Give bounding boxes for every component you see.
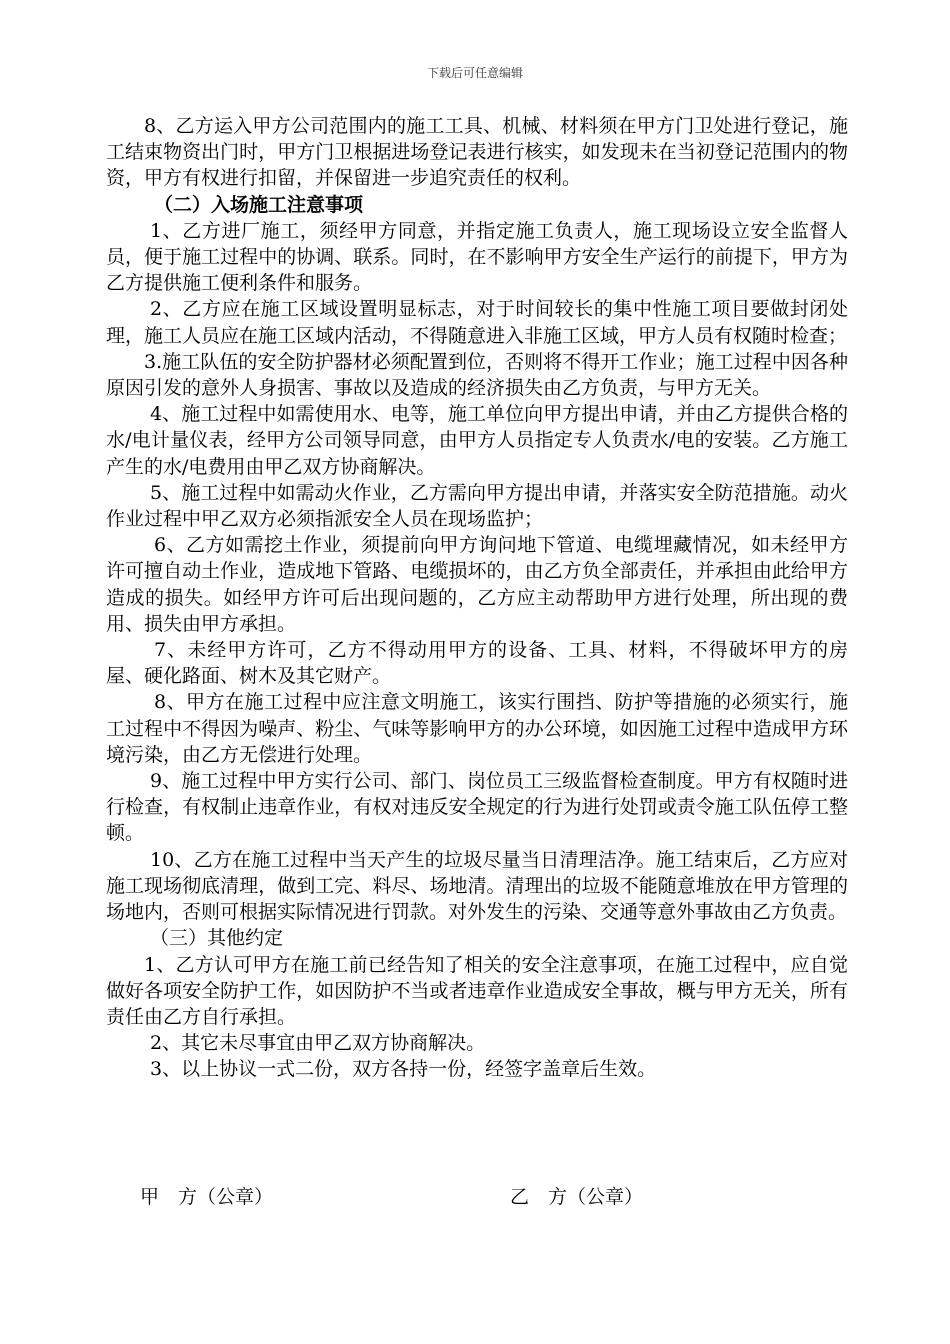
party-b-seal-label: 乙 方（公章） xyxy=(510,1186,644,1208)
party-a-seal-label: 甲 方（公章） xyxy=(140,1186,274,1208)
other-clause-1: 1、乙方认可甲方在施工前已经告知了相关的安全注意事项，在施工过程中，应自觉做好各项安全防护工作，如因防护不当或者违章作业造成安全事故，概与甲方无关，所有责任由乙方自行承担。 xyxy=(106,953,848,1028)
section-heading-entry-notes: （二）入场施工注意事项 xyxy=(154,193,364,216)
entry-clause-2: 2、乙方应在施工区域设置明显标志，对于时间较长的集中性施工项目要做封闭处理，施工人员应在施工区域内活动，不得随意进入非施工区域，甲方人员有权随时检查； xyxy=(106,298,848,347)
page-header: 下载后可任意编辑 xyxy=(426,66,523,80)
entry-clause-3: 3.施工队伍的安全防护器材必须配置到位，否则将不得开工作业；施工过程中因各种原因引发的意外人身损害、事故以及造成的经济损失由乙方负责，与甲方无关。 xyxy=(106,350,848,400)
document-body xyxy=(106,113,848,1083)
other-clause-2: 2、其它未尽事宜由甲乙双方协商解决。 xyxy=(150,1032,486,1055)
entry-clause-10: 10、乙方在施工过程中当天产生的垃圾尽量当日清理洁净。施工结束后，乙方应对施工现场彻底清理，做到工完、料尽、场地清。清理出的垃圾不能随意堆放在甲方管理的场地内，否则可根据实际情况进行罚款。对外发生的污染、交通等意外事故由乙方负责。 xyxy=(106,848,848,924)
clause-8-registration: 8、乙方运入甲方公司范围内的施工工具、机械、材料须在甲方门卫处进行登记，施工结束物资出门时，甲方门卫根据进场登记表进行核实，如发现未在当初登记范围内的物资，甲方有权进行扣留，并保留进一步追究责任的权利。 xyxy=(106,115,848,190)
entry-clause-9: 9、施工过程中甲方实行公司、部门、岗位员工三级监督检查制度。甲方有权随时进行检查，有权制止违章作业，有权对违反安全规定的行为进行处罚或责令施工队伍停工整顿。 xyxy=(106,770,848,845)
entry-clause-4: 4、施工过程中如需使用水、电等，施工单位向甲方提出申请，并由乙方提供合格的水/电计量仪表，经甲方公司领导同意，由甲方人员指定专人负责水/电的安装。乙方施工产生的水/电费用由甲乙双方协商解决。 xyxy=(106,403,848,478)
other-clause-3: 3、以上协议一式二份，双方各持一份，经签字盖章后生效。 xyxy=(150,1058,657,1081)
entry-clause-8: 8、甲方在施工过程中应注意文明施工，该实行围挡、防护等措施的必须实行，施工过程中不得因为噪声、粉尘、气味等影响甲方的办公环境，如因施工过程中造成甲方环境污染，由乙方无偿进行处理。 xyxy=(106,691,848,766)
entry-clause-7: 7、未经甲方许可，乙方不得动用甲方的设备、工具、材料，不得破坏甲方的房屋、硬化路面、树木及其它财产。 xyxy=(106,639,848,688)
entry-clause-1: 1、乙方进厂施工，须经甲方同意，并指定施工负责人，施工现场设立安全监督人员，便于施工过程中的协调、联系。同时，在不影响甲方安全生产运行的前提下，甲方为乙方提供施工便利条件和服务。 xyxy=(106,219,848,295)
entry-clause-5: 5、施工过程中如需动火作业，乙方需向甲方提出申请，并落实安全防范措施。动火作业过程中甲乙双方必须指派安全人员在现场监护； xyxy=(106,481,848,531)
entry-clause-6: 6、乙方如需挖土作业，须提前向甲方询问地下管道、电缆埋藏情况，如未经甲方许可擅自动土作业，造成地下管路、电缆损坏的，由乙方负全部责任，并承担由此给甲方造成的损失。如经甲方许可后出现问题的，乙方应主动帮助甲方进行处理，所出现的费用、损失由甲方承担。 xyxy=(106,534,848,635)
section-heading-other: （三）其他约定 xyxy=(150,927,284,950)
